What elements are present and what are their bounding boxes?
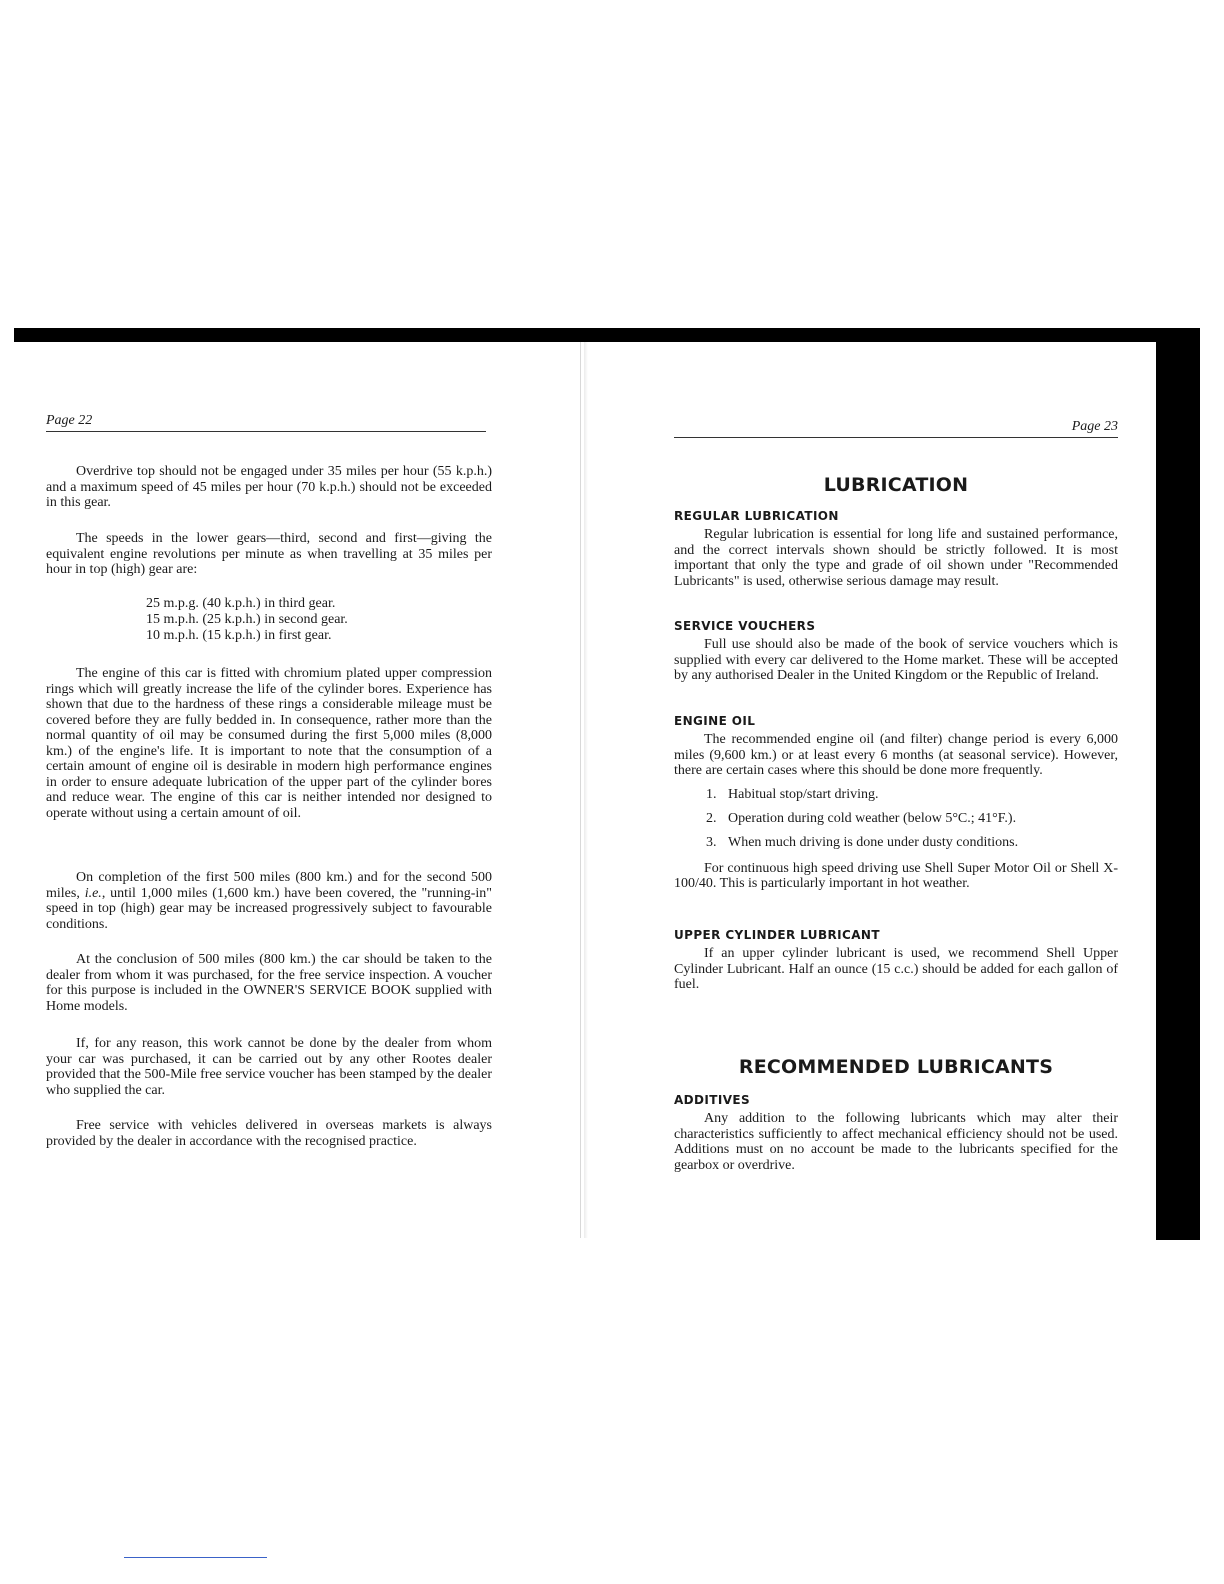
speed-item-third: 25 m.p.g. (40 k.p.h.) in third gear. — [146, 596, 336, 611]
page-fold — [580, 342, 581, 1238]
list-number: 3. — [706, 834, 717, 850]
service-vouchers-text: Full use should also be made of the book of service vouchers which is supplied with every car delivered to the Home market. These will be accepted by any authorised Dealer in the United Kingdom or the Republic of Ireland. — [674, 637, 1118, 683]
engine-oil-list-item — [706, 811, 1118, 827]
page-number-right: Page 23 — [674, 418, 1118, 438]
recommended-lubricants-title: RECOMMENDED LUBRICANTS — [738, 1056, 1054, 1078]
list-text: When much driving is done under dusty conditions. — [728, 834, 1019, 850]
page-number-left: Page 22 — [46, 412, 486, 432]
lubrication-title: LUBRICATION — [823, 474, 969, 496]
scan-top-border — [14, 328, 1200, 342]
additives-heading: ADDITIVES — [674, 1093, 751, 1107]
right-page — [674, 418, 1118, 1173]
list-text: Habitual stop/start driving. — [728, 786, 879, 802]
list-number: 1. — [706, 786, 717, 802]
paragraph-running-in — [46, 870, 492, 932]
running-in-after: , until 1,000 miles (1,600 km.) have been covered, the "running-in" speed in top (high) gear may be increased progressively subject to favourable conditions. — [46, 885, 492, 932]
running-in-ie: i.e. — [84, 885, 102, 901]
regular-lubrication-section — [674, 509, 1118, 589]
engine-oil-section — [674, 714, 1118, 892]
additives-text: Any addition to the following lubricants which may alter their characteristics sufficiently to affect mechanical efficiency should not be used. Additions must on no account be made to the lubricants specified for the gearbox or overdrive. — [674, 1111, 1118, 1173]
list-number: 2. — [706, 810, 717, 826]
engine-oil-note: For continuous high speed driving use Shell Super Motor Oil or Shell X-100/40. This is particularly important in hot weather. — [674, 860, 1118, 891]
upper-cylinder-text: If an upper cylinder lubricant is used, we recommend Shell Upper Cylinder Lubricant. Half an ounce (15 c.c.) should be added for each gallon of fuel. — [674, 946, 1118, 992]
engine-oil-text: The recommended engine oil (and filter) change period is every 6,000 miles (9,600 km.) or at least every 6 months (at seasonal service). However, there are certain cases where this should be done more frequently. — [674, 732, 1118, 778]
paragraph-free-service: At the conclusion of 500 miles (800 km.) the car should be taken to the dealer from whom it was purchased, for the free service inspection. A voucher for this purpose is included in the OWNER'S SERVICE BOOK supplied with Home models. — [46, 952, 492, 1014]
service-vouchers-section — [674, 619, 1118, 684]
additives-section — [674, 1093, 1118, 1173]
left-page — [46, 412, 496, 1149]
speed-item-second: 15 m.p.h. (25 k.p.h.) in second gear. — [146, 612, 348, 627]
paragraph-overseas: Free service with vehicles delivered in overseas markets is always provided by the dealer in accordance with the recognised practice. — [46, 1118, 492, 1149]
paragraph-lower-gears: The speeds in the lower gears—third, second and first—giving the equivalent engine revolutions per minute as when travelling at 35 miles per hour in top (high) gear are: — [46, 531, 492, 577]
regular-lubrication-heading: REGULAR LUBRICATION — [674, 509, 839, 523]
service-vouchers-heading: SERVICE VOUCHERS — [674, 619, 816, 633]
paragraph-overdrive: Overdrive top should not be engaged under 35 miles per hour (55 k.p.h.) and a maximum speed of 45 miles per hour (70 k.p.h.) should not be exceeded in this gear. — [46, 464, 492, 510]
list-text: Operation during cold weather (below 5°C.; 41°F.). — [728, 810, 1017, 826]
paragraph-other-dealer: If, for any reason, this work cannot be done by the dealer from whom your car was purchased, it can be carried out by any other Rootes dealer provided that the 500-Mile free service voucher has been stamped by the dealer who supplied the car. — [46, 1036, 492, 1098]
bottom-underline — [124, 1557, 267, 1558]
page-fold-shadow — [584, 342, 588, 1238]
engine-oil-list — [674, 787, 1118, 851]
engine-oil-list-item — [706, 787, 1118, 803]
running-in-before: On completion of the first 500 miles (800 km.) and for the second 500 miles, — [46, 870, 492, 901]
regular-lubrication-text: Regular lubrication is essential for long life and sustained performance, and the correct intervals shown should be strictly followed. It is most important that only the type and grade of oil shown under "Recommended Lubricants" is used, otherwise serious damage may result. — [674, 527, 1118, 589]
engine-oil-list-item — [706, 835, 1118, 851]
upper-cylinder-section — [674, 928, 1118, 993]
upper-cylinder-heading: UPPER CYLINDER LUBRICANT — [674, 928, 880, 942]
speed-item-first: 10 m.p.h. (15 k.p.h.) in first gear. — [146, 628, 332, 643]
paragraph-chromium-rings: The engine of this car is fitted with chromium plated upper compression rings which will greatly increase the life of the cylinder bores. Experience has shown that due to the hardness of these rings a considerable mileage must be covered before they are fully bedded in. In consequence, rather more than the normal quantity of oil may be consumed during the first 5,000 miles (8,000 km.) of the engine's life. It is important to note that the consumption of a certain amount of engine oil is desirable in modern high performance engines in order to ensure adequate lubrication of the upper part of the cylinder bores and reduce wear. The engine of this car is neither intended nor designed to operate without using a certain amount of oil. — [46, 666, 492, 821]
engine-oil-heading: ENGINE OIL — [674, 714, 756, 728]
speed-list — [146, 596, 446, 644]
scan-right-border — [1156, 342, 1200, 1240]
